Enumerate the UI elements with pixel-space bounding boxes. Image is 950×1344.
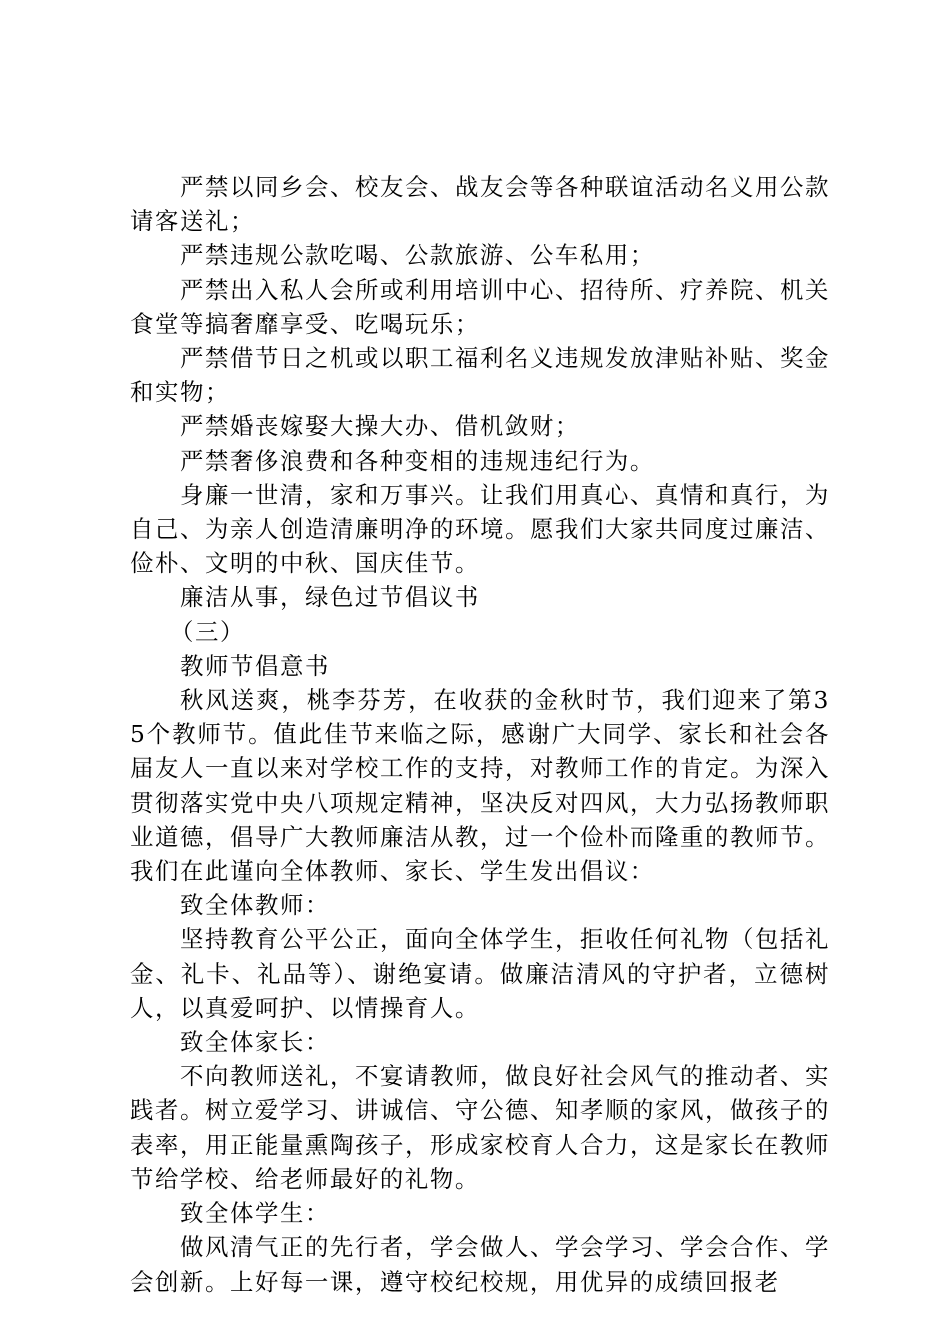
- integrity-closing-paragraph: 身廉一世清，家和万事兴。让我们用真心、真情和真行，为自己、为亲人创造清廉明净的环境。愿我们大家共同度过廉洁、俭朴、文明的中秋、国庆佳节。: [130, 480, 830, 578]
- ban-private-clubs-paragraph: 严禁出入私人会所或利用培训中心、招待所、疗养院、机关食堂等搞奢靡享受、吃喝玩乐；: [130, 275, 830, 338]
- to-teachers-heading: 致全体教师：: [180, 891, 330, 920]
- teachers-day-heading: 教师节倡意书: [180, 651, 330, 680]
- proposal-title: 廉洁从事，绿色过节倡议书: [180, 583, 480, 612]
- to-students-paragraph: 做风清气正的先行者，学会做人、学会学习、学会合作、学会创新。上好每一课，遵守校纪校规，用优异的成绩回报老: [130, 1233, 830, 1296]
- document-body: [130, 170, 830, 1299]
- ban-holiday-subsidies-paragraph: 严禁借节日之机或以职工福利名义违规发放津贴补贴、奖金和实物；: [130, 344, 830, 407]
- ban-lavish-ceremonies-paragraph: 严禁婚丧嫁娶大操大办、借机敛财；: [180, 412, 580, 441]
- to-parents-heading: 致全体家长：: [180, 1028, 330, 1057]
- to-parents-paragraph: 不向教师送礼，不宴请教师，做良好社会风气的推动者、实践者。树立爱学习、讲诚信、守公德、知孝顺的家风，做孩子的表率，用正能量熏陶孩子，形成家校育人合力，这是家长在教师节给学校、给老师最好的礼物。: [130, 1062, 830, 1193]
- to-teachers-paragraph: 坚持教育公平公正，面向全体学生，拒收任何礼物（包括礼金、礼卡、礼品等）、谢绝宴请。做廉洁清风的守护者，立德树人，以真爱呵护、以情操育人。: [130, 925, 830, 1022]
- teachers-day-intro-paragraph: 秋风送爽，桃李芬芳，在收获的金秋时节，我们迎来了第35个教师节。值此佳节来临之际，感谢广大同学、家长和社会各届友人一直以来对学校工作的支持，对教师工作的肯定。为深入贯彻落实党中央八项规定精神，坚决反对四风，大力弘扬教师职业道德，倡导广大教师廉洁从教，过一个俭朴而隆重的教师节。我们在此谨向全体教师、家长、学生发出倡议：: [130, 686, 830, 886]
- ban-extravagance-paragraph: 严禁奢侈浪费和各种变相的违规违纪行为。: [180, 446, 655, 475]
- section-number: （三）: [170, 617, 245, 646]
- to-students-heading: 致全体学生：: [180, 1199, 330, 1228]
- ban-public-funds-paragraph: 严禁违规公款吃喝、公款旅游、公车私用；: [180, 241, 655, 270]
- ban-alumni-gifts-paragraph: 严禁以同乡会、校友会、战友会等各种联谊活动名义用公款请客送礼；: [130, 173, 830, 236]
